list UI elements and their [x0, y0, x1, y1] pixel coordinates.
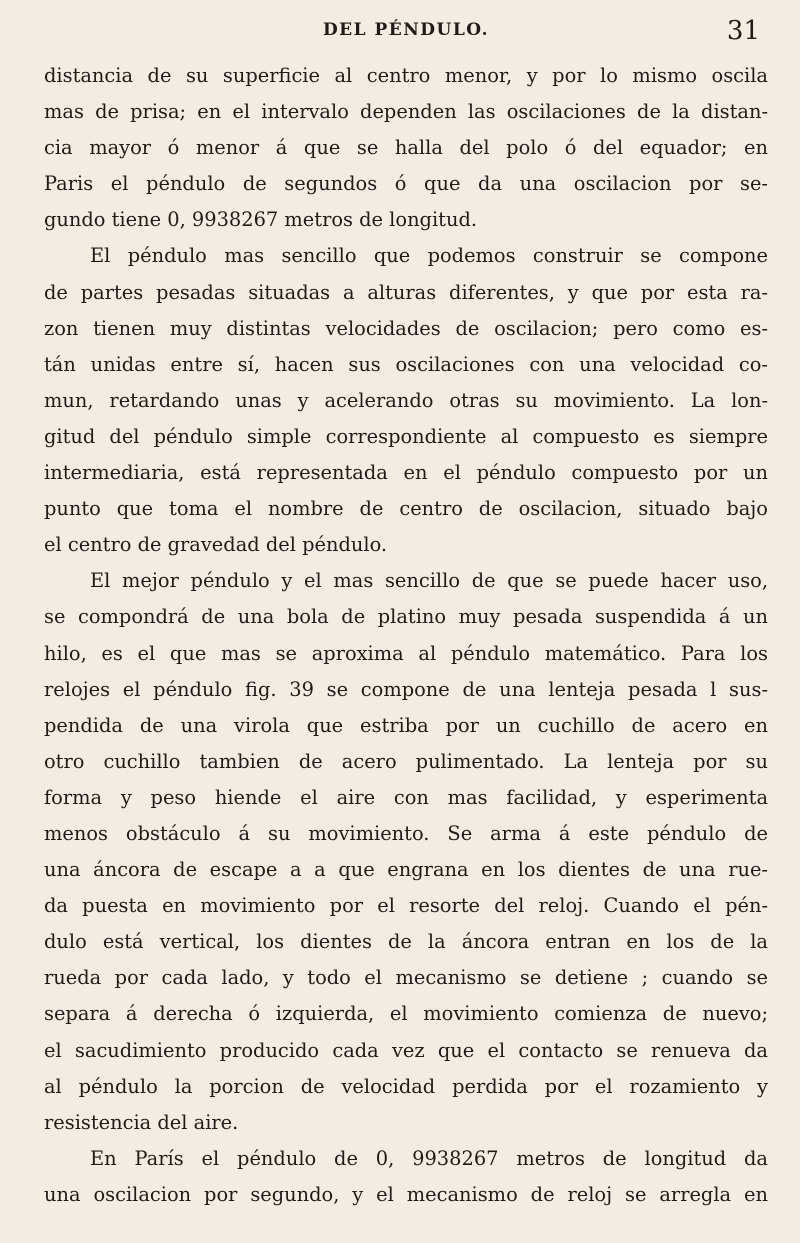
text-line: distancia de su superficie al centro menor, y por lo mismo oscila [44, 64, 768, 87]
text-line: una oscilacion por segundo, y el mecanismo de reloj se arregla en [44, 1182, 768, 1206]
text-line: el centro de gravedad del péndulo. [44, 533, 388, 557]
page-header [44, 16, 768, 48]
text-line: intermediaria, está representada en el péndulo compuesto por un [44, 461, 768, 485]
text-line: El péndulo mas sencillo que podemos construir se compone [90, 244, 768, 268]
text-line: de partes pesadas situadas a alturas diferentes, y que por esta ra- [44, 280, 768, 304]
text-line: separa á derecha ó izquierda, el movimiento comienza de nuevo; [44, 1002, 768, 1026]
text-line: al péndulo la porcion de velocidad perdida por el rozamiento y [44, 1074, 768, 1098]
text-line: resistencia del aire. [44, 1110, 239, 1134]
text-line: una áncora de escape a a que engrana en los dientes de una rue- [44, 858, 768, 882]
text-line: gundo tiene 0, 9938267 metros de longitud. [44, 208, 478, 232]
text-line: otro cuchillo tambien de acero pulimentado. La lenteja por su [44, 749, 768, 773]
text-line: punto que toma el nombre de centro de oscilacion, situado bajo [44, 497, 768, 521]
text-line: relojes el péndulo fig. 39 se compone de una lenteja pesada l sus- [44, 677, 768, 701]
text-line: zon tienen muy distintas velocidades de oscilacion; pero como es- [44, 316, 768, 340]
text-line: rueda por cada lado, y todo el mecanismo se detiene ; cuando se [44, 966, 768, 990]
text-line: Paris el péndulo de segundos ó que da una oscilacion por se- [44, 172, 768, 196]
text-line: forma y peso hiende el aire con mas facilidad, y esperimenta [44, 785, 768, 809]
text-line: da puesta en movimiento por el resorte del reloj. Cuando el pén- [44, 894, 768, 918]
text-line: mun, retardando unas y acelerando otras su movimiento. La lon- [44, 388, 768, 412]
text-line: En París el péndulo de 0, 9938267 metros de longitud da [90, 1146, 768, 1170]
page-number: 31 [726, 16, 760, 46]
text-line: hilo, es el que mas se aproxima al péndulo matemático. Para los [44, 641, 768, 665]
text-line: menos obstáculo á su movimiento. Se arma á este péndulo de [44, 821, 768, 845]
running-head: DEL PÉNDULO. [322, 20, 490, 40]
body-text [44, 58, 768, 1213]
text-line: el sacudimiento producido cada vez que el contacto se renueva da [44, 1038, 768, 1062]
text-line: El mejor péndulo y el mas sencillo de que se puede hacer uso, [90, 569, 768, 593]
text-line: pendida de una virola que estriba por un cuchillo de acero en [44, 713, 768, 737]
text-line: cia mayor ó menor á que se halla del polo ó del equador; en [44, 136, 768, 160]
text-line: tán unidas entre sí, hacen sus oscilaciones con una velocidad co- [44, 352, 768, 376]
text-line: mas de prisa; en el intervalo dependen las oscilaciones de la distan- [44, 100, 768, 124]
text-line: gitud del péndulo simple correspondiente al compuesto es siempre [44, 424, 768, 448]
text-line: dulo está vertical, los dientes de la áncora entran en los de la [44, 930, 768, 954]
text-line: se compondrá de una bola de platino muy pesada suspendida á un [44, 605, 768, 629]
